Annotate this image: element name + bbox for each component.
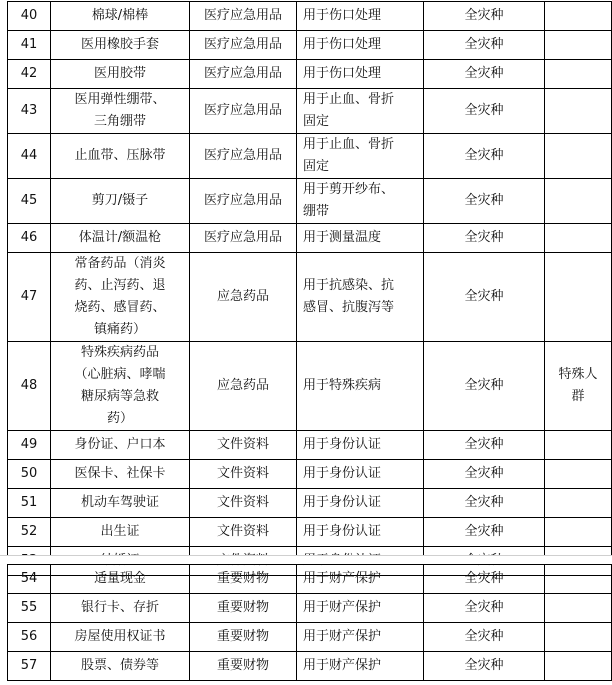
item-usage (297, 253, 424, 342)
item-category: 医疗应急用品 (190, 89, 297, 134)
item-usage (297, 134, 424, 179)
item-category: 重要财物 (190, 623, 297, 652)
disaster-type: 全灾种 (424, 594, 545, 623)
item-note (545, 623, 612, 652)
item-usage (297, 342, 424, 431)
item-usage (297, 565, 424, 594)
item-category: 文件资料 (190, 489, 297, 518)
disaster-type: 全灾种 (424, 179, 545, 224)
item-usage (297, 431, 424, 460)
row-number: 49 (8, 431, 51, 460)
item-category: 医疗应急用品 (190, 179, 297, 224)
table-row (8, 623, 612, 652)
disaster-type: 全灾种 (424, 623, 545, 652)
table-row (8, 565, 612, 594)
item-usage (297, 489, 424, 518)
row-number: 41 (8, 31, 51, 60)
item-note (545, 31, 612, 60)
disaster-type: 全灾种 (424, 489, 545, 518)
item-usage (297, 518, 424, 547)
row-number: 42 (8, 60, 51, 89)
table-row (8, 431, 612, 460)
item-category: 重要财物 (190, 565, 297, 594)
item-usage-line: 用于剪开纱布、 (303, 182, 395, 197)
row-number: 54 (8, 565, 51, 594)
item-name-line: 身份证、户口本 (74, 437, 166, 452)
disaster-type: 全灾种 (424, 31, 545, 60)
item-usage-line: 固定 (303, 114, 330, 129)
item-name-line: 特殊疾病药品 (80, 345, 159, 360)
item-usage (297, 623, 424, 652)
item-name-line: 棉球/棉棒 (91, 8, 149, 23)
item-usage-line: 用于财产保护 (303, 658, 382, 673)
table-row (8, 179, 612, 224)
item-name (51, 652, 190, 681)
disaster-type: 全灾种 (424, 565, 545, 594)
item-name-line: 止血带、压脉带 (74, 148, 166, 163)
item-usage-line: 感冒、抗腹泻等 (303, 300, 395, 315)
row-number: 47 (8, 253, 51, 342)
item-category: 医疗应急用品 (190, 134, 297, 179)
row-number: 50 (8, 460, 51, 489)
item-name-line: 医用弹性绷带、 (74, 92, 166, 107)
disaster-type: 全灾种 (424, 652, 545, 681)
table-row (8, 31, 612, 60)
row-number: 44 (8, 134, 51, 179)
item-note (545, 60, 612, 89)
disaster-type: 全灾种 (424, 2, 545, 31)
item-name (51, 594, 190, 623)
item-usage-line: 用于特殊疾病 (303, 378, 382, 393)
item-name (51, 31, 190, 60)
item-usage-line: 用于止血、骨折 (303, 137, 395, 152)
item-name-line: 股票、债券等 (80, 658, 159, 673)
item-category: 应急药品 (190, 342, 297, 431)
item-usage-line: 用于财产保护 (303, 571, 382, 586)
item-category: 医疗应急用品 (190, 2, 297, 31)
item-name-line: 银行卡、存折 (80, 600, 159, 615)
row-number: 46 (8, 224, 51, 253)
item-name (51, 518, 190, 547)
item-name (51, 89, 190, 134)
item-usage-line: 用于财产保护 (303, 600, 382, 615)
row-number: 52 (8, 518, 51, 547)
item-usage (297, 460, 424, 489)
item-name (51, 134, 190, 179)
item-name-line: 体温计/额温枪 (78, 230, 162, 245)
row-number: 51 (8, 489, 51, 518)
table-row (8, 134, 612, 179)
item-category: 医疗应急用品 (190, 60, 297, 89)
item-usage-line: 用于身份认证 (303, 524, 382, 539)
table-row (8, 224, 612, 253)
item-name-line: 医用橡胶手套 (80, 37, 159, 52)
item-name-line: 药、止泻药、退 (74, 278, 166, 293)
table-row (8, 253, 612, 342)
row-number: 40 (8, 2, 51, 31)
supplies-table-continued (7, 564, 612, 681)
item-note (545, 179, 612, 224)
item-usage-line: 固定 (303, 159, 330, 174)
table-row (8, 652, 612, 681)
item-name-line: 出生证 (100, 524, 140, 539)
item-note (545, 224, 612, 253)
supplies-table-main (7, 1, 612, 576)
item-name-line: 常备药品（消炎 (74, 256, 166, 271)
item-usage (297, 60, 424, 89)
item-usage (297, 652, 424, 681)
item-usage-line: 用于抗感染、抗 (303, 278, 395, 293)
item-note (545, 431, 612, 460)
item-name (51, 623, 190, 652)
item-category: 重要财物 (190, 652, 297, 681)
disaster-type: 全灾种 (424, 89, 545, 134)
row-number: 43 (8, 89, 51, 134)
item-usage-line: 用于伤口处理 (303, 8, 382, 23)
item-note (545, 342, 612, 431)
table-row (8, 89, 612, 134)
item-note (545, 460, 612, 489)
item-note (545, 565, 612, 594)
item-usage-line: 绷带 (303, 204, 330, 219)
row-number: 56 (8, 623, 51, 652)
item-note (545, 594, 612, 623)
item-usage-line: 用于止血、骨折 (303, 92, 395, 107)
disaster-type: 全灾种 (424, 342, 545, 431)
item-name-line: 剪刀/镊子 (91, 193, 149, 208)
item-note (545, 2, 612, 31)
table-row (8, 518, 612, 547)
item-name (51, 431, 190, 460)
item-name (51, 489, 190, 518)
item-note-line: 特殊人 (558, 367, 598, 382)
item-usage (297, 89, 424, 134)
item-category: 应急药品 (190, 253, 297, 342)
disaster-type: 全灾种 (424, 60, 545, 89)
item-note (545, 134, 612, 179)
item-usage-line: 用于身份认证 (303, 466, 382, 481)
item-usage (297, 31, 424, 60)
item-note (545, 253, 612, 342)
disaster-type: 全灾种 (424, 460, 545, 489)
disaster-type: 全灾种 (424, 431, 545, 460)
item-name (51, 2, 190, 31)
item-name (51, 60, 190, 89)
item-usage (297, 224, 424, 253)
item-name-line: 药） (106, 411, 133, 426)
item-usage (297, 594, 424, 623)
row-number: 55 (8, 594, 51, 623)
item-name (51, 460, 190, 489)
table-row (8, 460, 612, 489)
item-name-line: 房屋使用权证书 (74, 629, 166, 644)
disaster-type: 全灾种 (424, 253, 545, 342)
item-category: 医疗应急用品 (190, 224, 297, 253)
row-number: 57 (8, 652, 51, 681)
table-row (8, 594, 612, 623)
item-usage (297, 179, 424, 224)
table-row (8, 489, 612, 518)
item-name-line: 三角绷带 (93, 114, 146, 129)
item-name-line: 医保卡、社保卡 (74, 466, 166, 481)
item-usage-line: 用于伤口处理 (303, 37, 382, 52)
item-usage-line: 用于身份认证 (303, 437, 382, 452)
item-name-line: 镇痛药） (93, 322, 146, 337)
item-name-line: 烧药、感冒药、 (74, 300, 166, 315)
item-note-line: 群 (571, 389, 585, 404)
row-number: 48 (8, 342, 51, 431)
item-note (545, 489, 612, 518)
row-number: 45 (8, 179, 51, 224)
item-usage-line: 用于身份认证 (303, 495, 382, 510)
item-name-line: 糖尿病等急救 (80, 389, 159, 404)
disaster-type: 全灾种 (424, 518, 545, 547)
item-category: 文件资料 (190, 460, 297, 489)
item-category: 重要财物 (190, 594, 297, 623)
item-usage-line: 用于伤口处理 (303, 66, 382, 81)
disaster-type: 全灾种 (424, 134, 545, 179)
item-note (545, 518, 612, 547)
item-name (51, 253, 190, 342)
item-category: 医疗应急用品 (190, 31, 297, 60)
item-name-line: （心脏病、哮喘 (74, 367, 166, 382)
item-category: 文件资料 (190, 518, 297, 547)
item-usage-line: 用于财产保护 (303, 629, 382, 644)
item-usage (297, 2, 424, 31)
table-row (8, 2, 612, 31)
item-usage-line: 用于测量温度 (303, 230, 382, 245)
item-name (51, 342, 190, 431)
item-name-line: 适量现金 (93, 571, 146, 586)
item-note (545, 652, 612, 681)
disaster-type: 全灾种 (424, 224, 545, 253)
item-name (51, 179, 190, 224)
item-name-line: 医用胶带 (93, 66, 146, 81)
table-row (8, 342, 612, 431)
item-name (51, 224, 190, 253)
item-name-line: 机动车驾驶证 (80, 495, 159, 510)
table-row (8, 60, 612, 89)
item-name (51, 565, 190, 594)
item-category: 文件资料 (190, 431, 297, 460)
item-note (545, 89, 612, 134)
